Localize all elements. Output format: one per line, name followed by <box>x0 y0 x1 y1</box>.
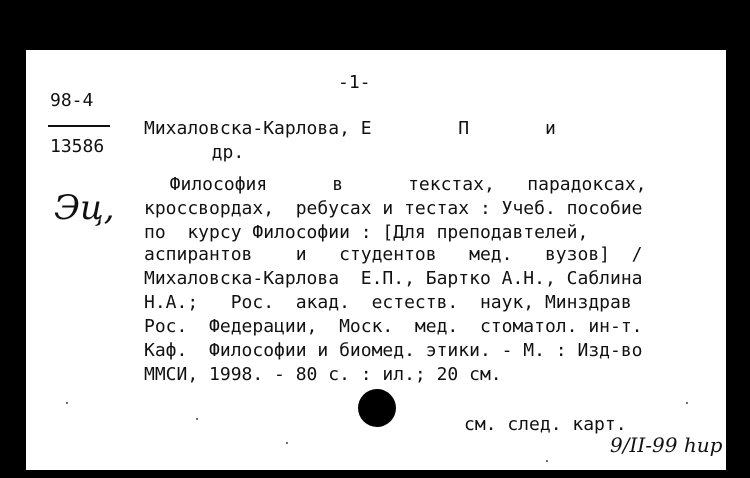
paper-speck <box>546 460 548 462</box>
catalog-line: аспирантов и студентов мед. вузов] / <box>144 244 643 265</box>
catalog-line: Михаловска-Карлова Е.П., Бартко А.Н., Саблина <box>144 268 643 289</box>
catalog-card <box>26 50 726 470</box>
catalog-line: Н.А.; Рос. акад. естеств. наук, Минздрав <box>144 292 632 313</box>
catalog-line: ММСИ, 1998. - 80 с. : ил.; 20 см. <box>144 364 502 385</box>
catalog-line: кроссвордах, ребусах и тестах : Учеб. пособие <box>144 198 643 219</box>
handwritten-margin-mark: Эц, <box>54 188 115 228</box>
catalog-line: Михаловска-Карлова, Е П и <box>144 118 556 139</box>
accession-number: 13586 <box>50 136 105 157</box>
paper-speck <box>196 418 198 420</box>
paper-speck <box>286 442 288 444</box>
handwritten-date: 9/II-99 hup <box>610 433 723 457</box>
page-number: -1- <box>338 72 371 93</box>
punch-hole <box>358 389 396 427</box>
continuation-note: см. след. карт. <box>464 414 627 435</box>
paper-speck <box>686 402 688 404</box>
catalog-line: Философия в текстах, парадоксах, <box>148 174 647 195</box>
divider-line <box>48 125 110 127</box>
shelf-mark: 98-4 <box>50 90 94 111</box>
paper-speck <box>66 402 68 404</box>
catalog-line: Рос. Федерации, Моск. мед. стоматол. ин-т. <box>144 316 643 337</box>
catalog-line: Каф. Философии и биомед. этики. - М. : Изд-во <box>144 340 643 361</box>
catalog-line: др. <box>190 142 245 163</box>
catalog-line: по курсу Философии : [Для преподавтелей, <box>144 222 589 243</box>
